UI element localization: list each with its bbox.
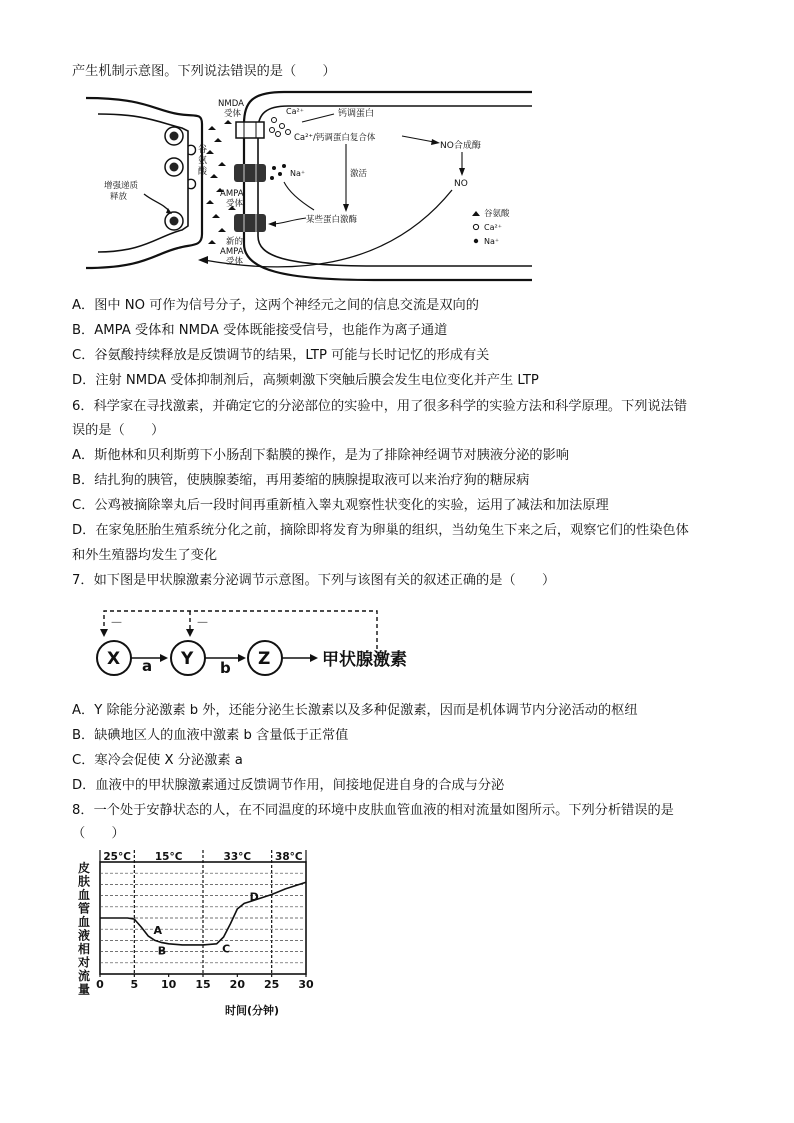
chart-ylabel xyxy=(77,860,90,997)
q6-stem-line2: 误的是（ ） xyxy=(72,423,165,438)
legend-glu-label: 谷氨酸 xyxy=(484,209,510,219)
x-tick-label: 15 xyxy=(195,978,211,991)
node-z-label: Z xyxy=(258,649,271,669)
activate-label: 激活 xyxy=(350,169,368,179)
x-tick-label: 20 xyxy=(229,978,245,991)
q5-option-c: C．谷氨酸持续释放是反馈调节的结果，LTP 可能与长时记忆的形成有关 xyxy=(72,348,490,363)
ampa-receptor xyxy=(234,164,266,182)
glutamate-dots xyxy=(206,120,236,244)
q8-stem: 8．一个处于安静状态的人，在不同温度的环境中皮肤血管血液的相对流量如图所示。下列分析错误的是 xyxy=(72,803,674,818)
q7-option-c: C．寒冷会促使 X 分泌激素 a xyxy=(72,753,243,768)
diagram-legend xyxy=(472,208,510,246)
legend-na-label: Na⁺ xyxy=(484,237,500,246)
new-ampa-receptor xyxy=(234,214,266,232)
q6-option-d-line1: D．在家兔胚胎生殖系统分化之前，摘除即将发育为卵巢的组织，当幼兔生下来之后，观察它们的性染色体 xyxy=(72,523,689,538)
temperature-band-label: 33°C xyxy=(223,851,252,863)
synaptic-vesicles xyxy=(165,127,183,230)
nos-label: NO合成酶 xyxy=(440,141,481,151)
ampa-label: AMPA 受体 xyxy=(220,189,244,209)
chart-xlabel: 时间(分钟) xyxy=(224,1004,280,1017)
q6-option-c: C．公鸡被摘除睾丸后一段时间再重新植入睾丸观察性状变化的实验，运用了减法和加法原理 xyxy=(72,498,609,513)
q8-blood-flow-chart xyxy=(74,848,324,1018)
x-tick-label: 25 xyxy=(264,978,280,991)
node-y-label: Y xyxy=(181,649,194,669)
nmda-label: NMDA 受体 xyxy=(218,99,244,119)
x-tick-label: 0 xyxy=(96,978,104,991)
hormone-a-label: a xyxy=(142,657,153,675)
q7-option-b: B．缺碘地区人的血液中激素 b 含量低于正常值 xyxy=(72,728,349,743)
point-label-c: C xyxy=(222,942,231,956)
chart-ylabel-char: 肤 xyxy=(78,874,91,889)
point-label-b: B xyxy=(157,944,167,958)
q5-option-a: A．图中 NO 可作为信号分子，这两个神经元之间的信息交流是双向的 xyxy=(72,298,479,313)
hormone-b-label: b xyxy=(220,659,231,677)
q6-stem-line1: 6．科学家在寻找激素，并确定它的分泌部位的实验中，用了很多科学的实验方法和科学原理。下列说法错 xyxy=(72,399,688,414)
x-tick-label: 5 xyxy=(130,978,139,991)
temperature-band-label: 15°C xyxy=(154,851,183,863)
thyroid-hormone-label: 甲状腺激素 xyxy=(322,650,407,670)
chart-ylabel-char: 血 xyxy=(78,915,91,929)
x-tick-label: 30 xyxy=(298,978,314,991)
q6-option-b: B．结扎狗的胰管，使胰腺萎缩，再用萎缩的胰腺提取液可以来治疗狗的糖尿病 xyxy=(72,473,530,488)
q5-option-d: D．注射 NMDA 受体抑制剂后，高频刺激下突触后膜会发生电位变化并产生 LTP xyxy=(72,373,539,388)
glu-left-label: 谷氨酸 xyxy=(198,145,208,177)
feedback-minus-2: － xyxy=(196,616,210,631)
x-tick-label: 10 xyxy=(161,978,177,991)
chart-ylabel-char: 量 xyxy=(78,982,91,997)
q7-option-a: A．Y 除能分泌激素 b 外，还能分泌生长激素以及多种促激素，因而是机体调节内分泌活动的枢纽 xyxy=(72,703,638,718)
q7-thyroid-regulation-diagram xyxy=(90,603,430,683)
ca-label: Ca²⁺ xyxy=(286,107,304,116)
release-label: 增强递质释放 xyxy=(104,181,139,202)
feedback-minus-1: － xyxy=(110,616,124,631)
q8-stem-tail: （ ） xyxy=(72,826,125,841)
chart-ylabel-char: 流 xyxy=(78,969,91,983)
chart-ylabel-char: 相 xyxy=(78,942,91,956)
point-label-a: A xyxy=(153,924,163,938)
chart-ylabel-char: 皮 xyxy=(78,861,91,875)
q7-stem: 7．如下图是甲状腺激素分泌调节示意图。下列与该图有关的叙述正确的是（ ） xyxy=(72,573,556,588)
chart-ylabel-char: 管 xyxy=(78,901,91,916)
sodium-ions xyxy=(270,164,286,180)
temperature-band-label: 25°C xyxy=(103,851,131,863)
no-label: NO xyxy=(454,179,468,189)
point-label-d: D xyxy=(249,890,259,904)
q6-option-d-line2: 和外生殖器均发生了变化 xyxy=(72,548,218,563)
new-ampa-label: 新的 AMPA 受体 xyxy=(220,237,244,267)
kinase-label: 某些蛋白激酶 xyxy=(306,215,358,225)
chart-ylabel-char: 血 xyxy=(78,888,91,902)
q7-option-d: D．血液中的甲状腺激素通过反馈调节作用，间接地促进自身的合成与分泌 xyxy=(72,778,505,793)
q6-option-a: A．斯他林和贝利斯剪下小肠刮下黏膜的操作，是为了排除神经调节对胰液分泌的影响 xyxy=(72,448,569,463)
nmda-receptor xyxy=(236,122,264,138)
postsynaptic-outer-membrane xyxy=(244,92,532,280)
q5-synapse-diagram xyxy=(84,84,534,282)
chart-ylabel-char: 液 xyxy=(78,928,91,943)
calmodulin-label: 钙调蛋白 xyxy=(338,109,375,119)
q5-option-b: B．AMPA 受体和 NMDA 受体既能接受信号，也能作为离子通道 xyxy=(72,323,448,338)
temperature-band-label: 38°C xyxy=(275,851,303,863)
legend-ca-label: Ca²⁺ xyxy=(484,223,502,232)
complex-label: Ca²⁺/钙调蛋白复合体 xyxy=(294,133,376,143)
node-x-label: X xyxy=(107,649,121,669)
calcium-ions xyxy=(270,118,291,137)
q5-stem: 产生机制示意图。下列说法错误的是（ ） xyxy=(72,64,336,79)
chart-ylabel-char: 对 xyxy=(78,955,91,970)
na-label: Na⁺ xyxy=(290,169,306,178)
